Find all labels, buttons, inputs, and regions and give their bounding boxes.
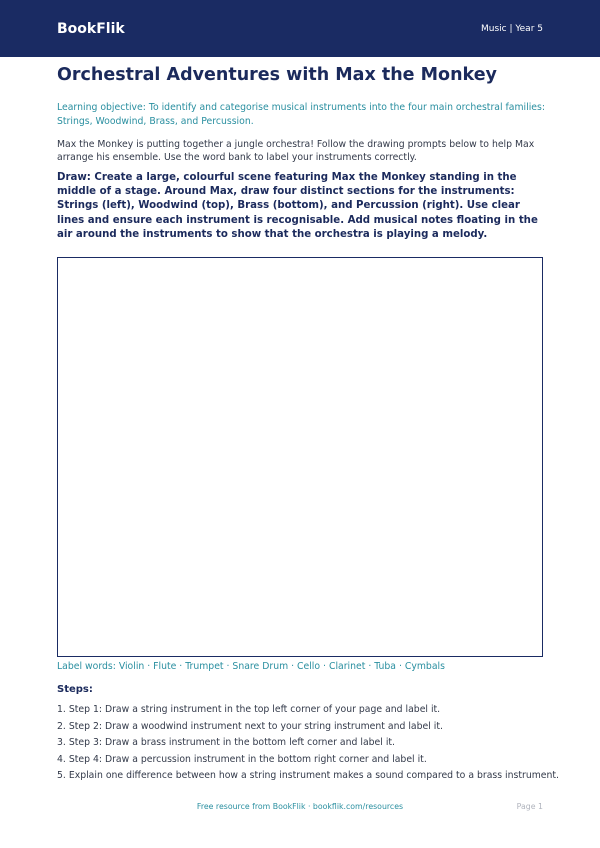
header-bar	[0, 0, 600, 57]
step-item: 3. Step 3: Draw a brass instrument in the bottom left corner and label it.	[57, 737, 396, 748]
intro-text: Max the Monkey is putting together a jungle orchestra! Follow the drawing prompts below to help Max arrange his ensemble. Use the word bank to label your instruments correctly.	[57, 139, 535, 163]
step-item: 5. Explain one difference between how a string instrument makes a sound compared to a brass instrument.	[57, 770, 559, 781]
page-number: Page 1	[516, 802, 543, 811]
drawing-area[interactable]	[57, 257, 543, 657]
page-title: Orchestral Adventures with Max the Monkey	[57, 65, 497, 85]
label-word-bank: Label words: Violin · Flute · Trumpet · Snare Drum · Cello · Clarinet · Tuba · Cymbals	[57, 661, 445, 672]
steps-heading: Steps:	[57, 684, 93, 695]
brand-logo[interactable]: BookFlik	[57, 20, 125, 37]
step-item: 2. Step 2: Draw a woodwind instrument next to your string instrument and label it.	[57, 720, 443, 732]
drawing-prompt: Draw: Create a large, colourful scene featuring Max the Monkey standing in the middle of a stage. Around Max, draw four distinct sections for the instruments: Strings (left), Woodwind (top), Brass (bottom), and Percussion (right). Use clear lines and ensure each instrument is recognisable. Add musical notes floating in the air around the instruments to show that the orchestra is playing a melody.	[57, 172, 538, 240]
footer-credit[interactable]: Free resource from BookFlik · bookflik.com/resources	[196, 802, 404, 811]
step-item: 1. Step 1: Draw a string instrument in the top left corner of your page and label it.	[57, 704, 441, 715]
steps-list	[57, 702, 559, 785]
learning-objective: Learning objective: To identify and categorise musical instruments into the four main orchestral families: Strings, Woodwind, Brass, and Percussion.	[57, 102, 545, 127]
step-item: 4. Step 4: Draw a percussion instrument in the bottom right corner and label it.	[57, 753, 427, 765]
subject-year-label: Music | Year 5	[480, 23, 543, 34]
